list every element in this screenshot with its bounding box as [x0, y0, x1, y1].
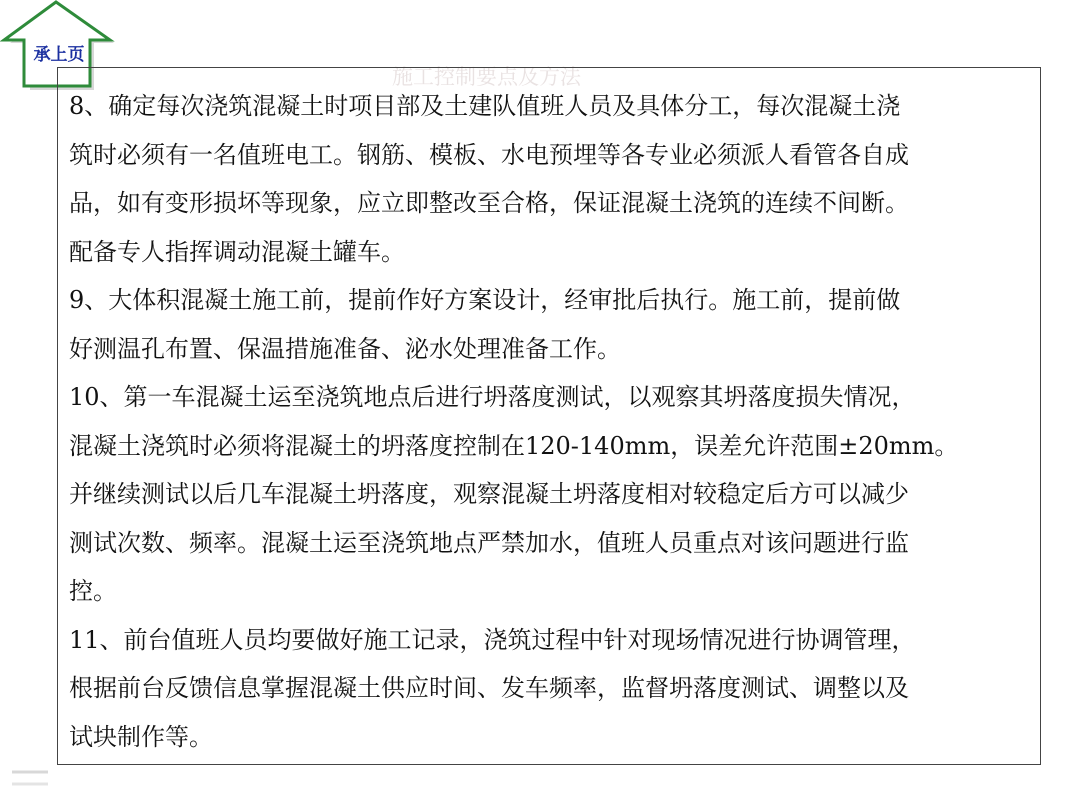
text-line: 混凝土浇筑时必须将混凝土的坍落度控制在120-140mm，误差允许范围±20mm。: [69, 431, 959, 460]
text-line: 好测温孔布置、保温措施准备、泌水处理准备工作。: [69, 334, 621, 363]
text-line: 控。: [69, 577, 117, 605]
text-line: 试块制作等。: [69, 722, 213, 751]
text-line: 品，如有变形损坏等现象，应立即整改至合格，保证混凝土浇筑的连续不间断。: [69, 189, 909, 217]
content-box: [57, 67, 1041, 765]
text-line: 并继续测试以后几车混凝土坍落度，观察混凝土坍落度相对较稳定后方可以减少: [69, 480, 909, 508]
text-line: 10、第一车混凝土运至浇筑地点后进行坍落度测试，以观察其坍落度损失情况，: [69, 383, 916, 411]
content-text: [69, 82, 1029, 761]
text-line: 9、大体积混凝土施工前，提前作好方案设计，经审批后执行。施工前，提前做: [69, 286, 901, 314]
text-line: 配备专人指挥调动混凝土罐车。: [69, 237, 405, 266]
text-line: 11、前台值班人员均要做好施工记录，浇筑过程中针对现场情况进行协调管理，: [69, 625, 916, 654]
text-line: 根据前台反馈信息掌握混凝土供应时间、发车频率，监督坍落度测试、调整以及: [69, 674, 909, 702]
previous-page-label: 承上页: [33, 45, 85, 65]
text-line: 筑时必须有一名值班电工。钢筋、模板、水电预埋等各专业必须派人看管各自成: [69, 140, 909, 169]
text-line: 测试次数、频率。混凝土运至浇筑地点严禁加水，值班人员重点对该问题进行监: [69, 528, 909, 557]
section-title: 施工控制要点及方法: [392, 65, 581, 89]
corner-decoration: [0, 760, 60, 810]
text-line: 8、确定每次浇筑混凝土时项目部及土建队值班人员及具体分工，每次混凝土浇: [69, 92, 901, 120]
